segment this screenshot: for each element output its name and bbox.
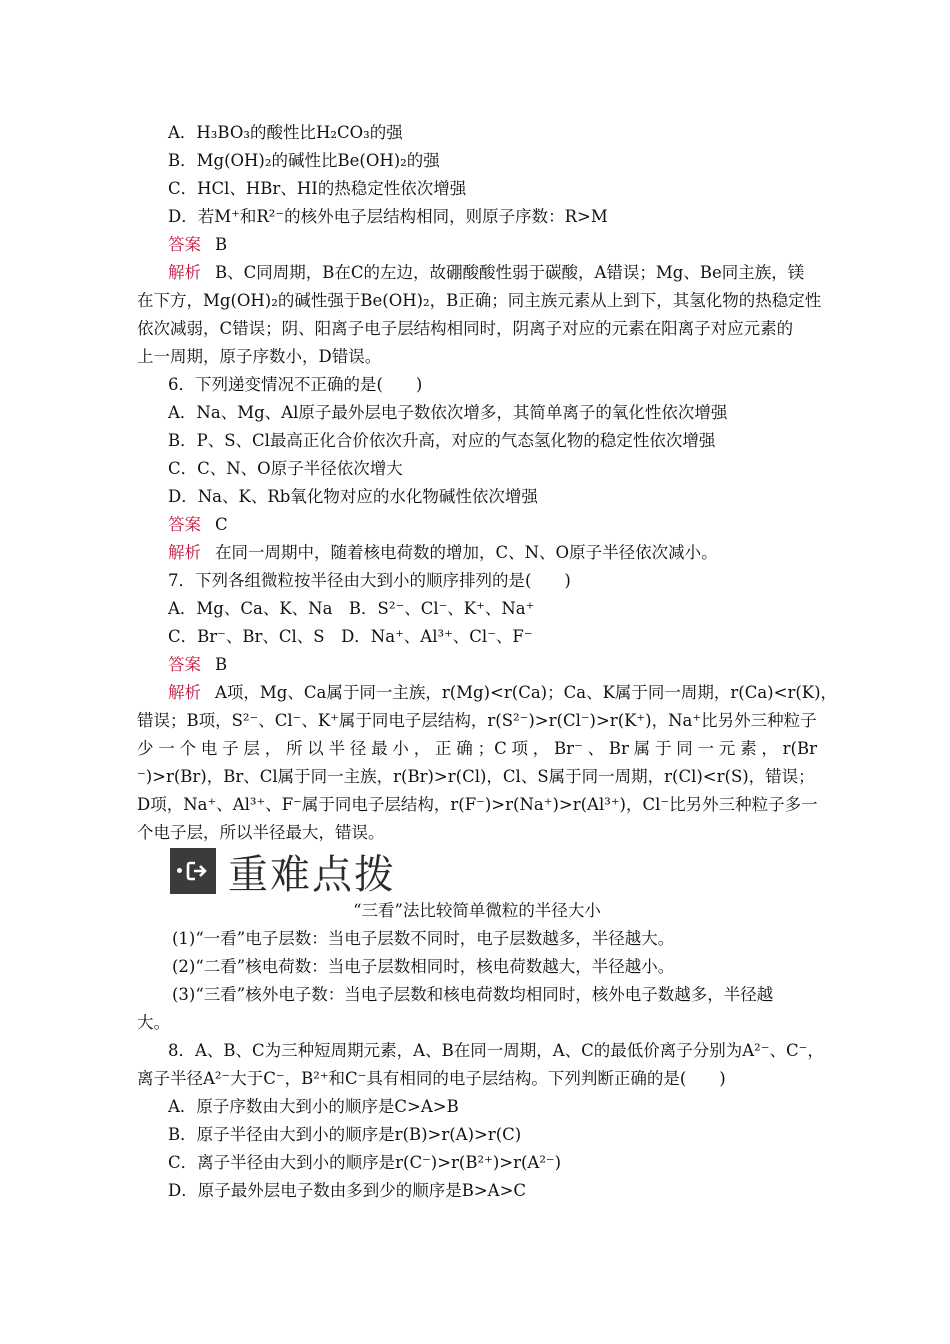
q8-option-c: C．离子半径由大到小的顺序是r(C⁻)>r(B²⁺)>r(A²⁻) <box>168 1153 562 1172</box>
q6-stem: 6．下列递变情况不正确的是( ) <box>168 375 423 394</box>
q7-options-ab: A．Mg、Ca、K、Na B．S²⁻、Cl⁻、K⁺、Na⁺ <box>168 599 535 618</box>
q5-answer <box>168 234 848 258</box>
answer-label: 答案 <box>168 235 201 254</box>
exit-arrow-icon <box>170 848 216 894</box>
q5-analysis-line-1 <box>168 262 848 286</box>
q7-analysis-line-2: 错误；B项，S²⁻、Cl⁻、K⁺属于同电子层结构，r(S²⁻)>r(Cl⁻)>r(K⁺)，Na⁺比另外三种粒子 <box>137 711 817 730</box>
q7-analysis-line-6: 个电子层，所以半径最大，错误。 <box>137 823 385 842</box>
q6-answer <box>168 514 848 538</box>
q6-option-a: A．Na、Mg、Al原子最外层电子数依次增多，其简单离子的氧化性依次增强 <box>168 403 728 422</box>
tip-point-3-cont: 大。 <box>137 1013 170 1032</box>
q7-analysis-line-1 <box>168 682 848 706</box>
answer-value: B <box>215 655 228 674</box>
analysis-text: B、C同周期，B在C的左边，故硼酸酸性弱于碳酸，A错误；Mg、Be同主族，镁 <box>215 263 805 282</box>
q7-analysis-line-3: 少一个电子层，所以半径最小，正确；C项，Br⁻、Br属于同一元素，r(Br <box>137 739 817 758</box>
answer-value: C <box>215 515 228 534</box>
q8-option-d: D．原子最外层电子数由多到少的顺序是B>A>C <box>168 1181 527 1200</box>
analysis-label: 解析 <box>168 263 201 282</box>
q5-option-d: D．若M⁺和R²⁻的核外电子层结构相同，则原子序数：R>M <box>168 207 608 226</box>
q7-analysis-line-4: ⁻)>r(Br)，Br、Cl属于同一主族，r(Br)>r(Cl)，Cl、S属于同一周期，r(Cl)<r(S)，错误； <box>137 767 815 786</box>
analysis-text: A项，Mg、Ca属于同一主族，r(Mg)<r(Ca)；Ca、K属于同一周期，r(Ca)<r(K)， <box>215 683 838 702</box>
q7-stem: 7．下列各组微粒按半径由大到小的顺序排列的是( ) <box>168 571 571 590</box>
q6-analysis <box>168 542 848 566</box>
answer-value: B <box>215 235 228 254</box>
q8-option-a: A．原子序数由大到小的顺序是C>A>B <box>168 1097 459 1116</box>
analysis-label: 解析 <box>168 683 201 702</box>
q5-analysis-line-4: 上一周期，原子序数小，D错误。 <box>137 347 382 366</box>
q8-stem-line-2: 离子半径A²⁻大于C⁻，B²⁺和C⁻具有相同的电子层结构。下列判断正确的是( ) <box>137 1069 726 1088</box>
tip-point-3: (3)“三看”核外电子数：当电子层数和核电荷数均相同时，核外电子数越多，半径越 <box>172 985 774 1004</box>
q7-answer <box>168 654 848 678</box>
analysis-label: 解析 <box>168 543 201 562</box>
q5-option-a: A．H₃BO₃的酸性比H₂CO₃的强 <box>168 123 403 142</box>
q5-analysis-line-3: 依次减弱，C错误；阴、阳离子电子层结构相同时，阴离子对应的元素在阳离子对应元素的 <box>137 319 794 338</box>
q5-option-b: B．Mg(OH)₂的碱性比Be(OH)₂的强 <box>168 151 440 170</box>
q6-option-b: B．P、S、Cl最高正化合价依次升高，对应的气态氢化物的稳定性依次增强 <box>168 431 716 450</box>
q8-option-b: B．原子半径由大到小的顺序是r(B)>r(A)>r(C) <box>168 1125 522 1144</box>
q5-analysis-line-2: 在下方，Mg(OH)₂的碱性强于Be(OH)₂，B正确；同主族元素从上到下，其氢化物的热稳定性 <box>137 291 822 310</box>
q5-option-c: C．HCl、HBr、HI的热稳定性依次增强 <box>168 179 467 198</box>
tip-point-1: (1)“一看”电子层数：当电子层数不同时，电子层数越多，半径越大。 <box>172 929 675 948</box>
tip-point-2: (2)“二看”核电荷数：当电子层数相同时，核电荷数越大，半径越小。 <box>172 957 675 976</box>
section-banner <box>170 846 410 896</box>
q7-analysis-line-5: D项，Na⁺、Al³⁺、F⁻属于同电子层结构，r(F⁻)>r(Na⁺)>r(Al³⁺)，Cl⁻比另外三种粒子多一 <box>137 795 818 814</box>
q7-options-cd: C．Br⁻、Br、Cl、S D．Na⁺、Al³⁺、Cl⁻、F⁻ <box>168 627 533 646</box>
answer-label: 答案 <box>168 655 201 674</box>
q6-option-c: C．C、N、O原子半径依次增大 <box>168 459 403 478</box>
q8-stem-line-1: 8．A、B、C为三种短周期元素，A、B在同一周期，A、C的最低价离子分别为A²⁻、C⁻， <box>168 1041 824 1060</box>
q6-option-d: D．Na、K、Rb氧化物对应的水化物碱性依次增强 <box>168 487 538 506</box>
answer-label: 答案 <box>168 515 201 534</box>
section-banner-title: 重难点拨 <box>228 851 396 898</box>
tip-heading: “三看”法比较简单微粒的半径大小 <box>353 901 601 920</box>
analysis-text: 在同一周期中，随着核电荷数的增加，C、N、O原子半径依次减小。 <box>215 543 718 562</box>
